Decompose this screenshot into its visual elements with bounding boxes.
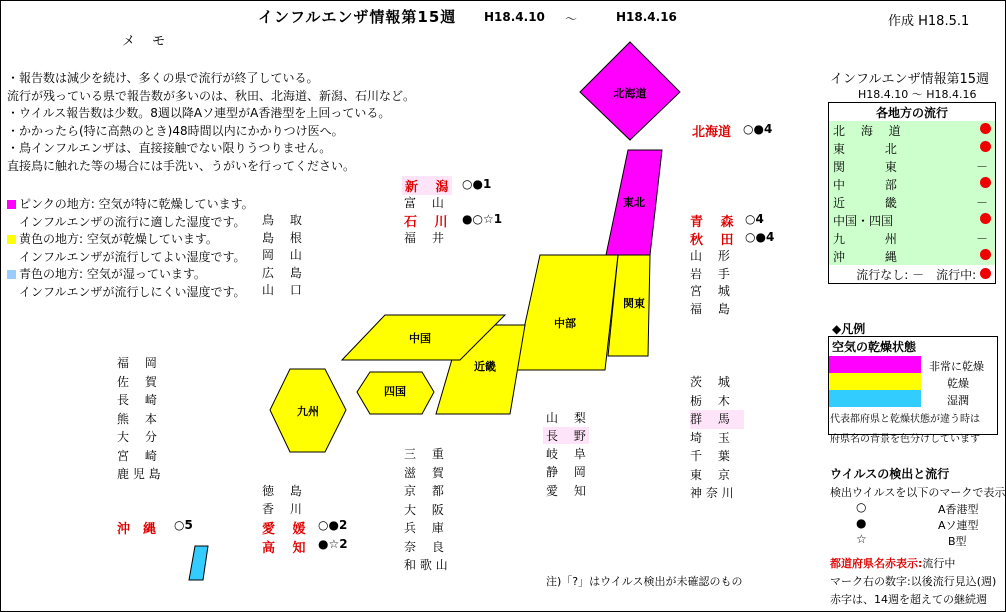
pref-kochi: 高 知 — [262, 541, 306, 556]
okinawa-marks: ○5 — [174, 518, 193, 532]
pref-ishikawa: 石 川 — [404, 215, 448, 230]
region-status: － — [975, 159, 988, 174]
map-label-hokkaido: 北海道 — [613, 87, 647, 100]
region-name: 近 畿 — [833, 195, 897, 210]
symbol-b: ☆ — [856, 532, 867, 546]
created-date: 作成 H18.5.1 — [888, 14, 970, 29]
pref-name: 佐 賀 — [117, 374, 157, 389]
pref-name: 熊 本 — [117, 411, 157, 426]
pref-name: 広 島 — [262, 265, 302, 280]
region-name: 中 部 — [833, 177, 897, 192]
pref-niigata: 新 潟 — [402, 176, 452, 195]
page-title: インフルエンザ情報第15週 — [258, 8, 457, 26]
region-table-footer: 流行なし: － 流行中: — [856, 267, 980, 282]
pref-name: 鳥 取 — [262, 213, 302, 227]
blue-legend: 青色の地方: 空気が湿っています。 — [19, 267, 206, 281]
pref-name: 山 口 — [262, 283, 302, 297]
pref-name: 栃 木 — [690, 393, 730, 408]
pref-name: 宮 崎 — [117, 448, 157, 463]
region-table-header: 各地方の流行 — [829, 103, 996, 122]
map-label-chubu: 中部 — [554, 317, 576, 330]
pref-name: 東 京 — [690, 467, 730, 482]
a-hongkong-label: A香港型 — [938, 503, 979, 516]
pref-name: 滋 賀 — [404, 465, 444, 480]
ishikawa-marks: ●○☆1 — [462, 212, 503, 226]
blue-legend-sub: インフルエンザが流行しにくい湿度です。 — [19, 284, 246, 299]
pref-name: 鹿 児 島 — [117, 467, 161, 481]
pref-name: 福 島 — [690, 301, 730, 316]
red-name-note — [830, 555, 955, 571]
tohoku-pref-list — [690, 248, 730, 318]
note-line: 直接鳥に触れた等の場合には手洗い、うがいを行ってください。 — [7, 158, 356, 173]
pref-name: 兵 庫 — [404, 521, 444, 535]
table-row — [829, 193, 996, 211]
pref-shizuoka: 静 岡 — [546, 465, 586, 479]
pink-legend-sub: インフルエンザの流行に適した湿度です。 — [19, 214, 246, 229]
region-name: 九 州 — [833, 231, 897, 246]
very-dry-swatch — [829, 356, 921, 373]
b-label: B型 — [948, 535, 967, 548]
table-row — [829, 175, 996, 193]
symbol-a-hongkong: ○ — [856, 500, 867, 514]
note-line: ・ウイルス報告数は少数。8週以降Aソ連型がA香港型を上回っている。 — [7, 106, 391, 120]
pref-name: 京 都 — [404, 484, 444, 498]
region-name: 北 海 道 — [833, 123, 901, 138]
right-dates: H18.4.10 ～ H18.4.16 — [858, 88, 977, 101]
pref-name: 大 分 — [117, 430, 157, 444]
akita-marks: ○●4 — [745, 230, 775, 244]
pref-name: 和 歌 山 — [404, 558, 448, 572]
pref-aomori: 青 森 — [690, 215, 734, 230]
map-label-tohoku: 東北 — [623, 196, 645, 209]
aomori-marks: ○4 — [745, 212, 764, 226]
pref-gifu: 岐 阜 — [546, 447, 586, 461]
date-from: H18.4.10 — [484, 10, 545, 24]
epidemic-dot — [980, 213, 991, 224]
note-line: 流行が残っている県で報告数が多いのは、秋田、北海道、新潟、石川など。 — [7, 88, 416, 103]
humid-label: 湿潤 — [947, 394, 969, 407]
dry-swatch — [829, 373, 921, 390]
right-title: インフルエンザ情報第15週 — [830, 72, 990, 87]
pref-name: 岡 山 — [262, 248, 302, 262]
ehime-marks: ○●2 — [318, 518, 348, 532]
pink-legend: ピンクの地方: 空気が特に乾燥しています。 — [19, 197, 254, 211]
pref-name: 奈 良 — [404, 539, 444, 554]
kyushu-pref-list — [117, 354, 161, 484]
map-label-kyushu: 九州 — [297, 405, 319, 418]
dryness-legend-title: 空気の乾燥状態 — [832, 340, 917, 354]
dry-label: 乾燥 — [947, 377, 969, 390]
pref-ehime: 愛 媛 — [262, 522, 306, 537]
virus-title: ウイルスの検出と流行 — [830, 467, 950, 481]
pref-name: 宮 城 — [690, 284, 730, 298]
pref-name: 島 根 — [262, 230, 302, 245]
map-label-chugoku: 中国 — [409, 332, 431, 345]
red-number-note: 赤字は、14週を超えての継続週 — [830, 593, 987, 606]
legend-note-line: 代表都府県と乾燥状態が違う時は — [830, 414, 980, 425]
pref-name: 神 奈 川 — [690, 486, 734, 500]
epidemic-dot — [980, 123, 991, 134]
table-row — [829, 121, 996, 139]
legend-note — [830, 410, 980, 450]
pref-name: 三 重 — [404, 447, 444, 461]
legend-note-line: 府県名の背景を色分けしています — [830, 434, 980, 445]
date-tilde: ～ — [565, 12, 578, 26]
pref-aichi: 愛 知 — [546, 484, 586, 498]
pref-name: 山 形 — [690, 249, 730, 263]
kochi-marks: ●☆2 — [318, 537, 348, 551]
yellow-legend: 黄色の地方: 空気が乾燥しています。 — [19, 232, 218, 246]
yellow-legend-sub: インフルエンザが流行してよい湿度です。 — [19, 249, 246, 264]
map-label-shikoku: 四国 — [384, 385, 406, 398]
table-row — [829, 211, 996, 229]
pref-name: 埼 玉 — [690, 430, 730, 445]
pref-akita: 秋 田 — [690, 233, 734, 248]
humid-swatch — [829, 390, 921, 407]
footnote: 注)「?」はウイルス検出が未確認のもの — [546, 575, 743, 588]
epidemic-dot — [980, 249, 991, 260]
legend-title: ◆凡例 — [832, 322, 866, 336]
pref-hokkaido: 北海道 — [692, 125, 732, 140]
note-line: ・鳥インフルエンザは、直接接触でない限りうつりません。 — [7, 141, 332, 155]
region-name: 沖 縄 — [833, 249, 897, 264]
pref-name: 茨 城 — [690, 375, 730, 389]
pref-fukui: 福 井 — [404, 231, 444, 245]
pref-toyama: 富 山 — [404, 196, 444, 210]
map-okinawa — [189, 546, 208, 580]
pref-nagano: 長 野 — [543, 427, 589, 444]
table-row — [829, 229, 996, 247]
niigata-marks: ○●1 — [462, 177, 492, 191]
memo-label: メ モ — [122, 34, 166, 49]
map-label-kanto: 関東 — [623, 297, 645, 310]
pref-okinawa: 沖 縄 — [117, 522, 157, 537]
region-name: 中国・四国 — [833, 213, 894, 228]
region-status: － — [975, 195, 988, 210]
hokkaido-marks: ○●4 — [743, 122, 773, 136]
table-row — [829, 247, 996, 265]
pref-name: 福 岡 — [117, 356, 157, 370]
number-note: マーク右の数字:以後流行見込(週) — [830, 575, 997, 588]
pref-name: 群 馬 — [690, 410, 744, 429]
note-line: ・報告数は減少を続け、多くの県で流行が終了している。 — [7, 71, 319, 85]
region-name: 東 北 — [833, 141, 897, 156]
symbol-a-ussr: ● — [856, 516, 867, 530]
pref-name: 大 阪 — [404, 502, 444, 517]
very-dry-label: 非常に乾燥 — [929, 360, 984, 373]
note-line: ・かかったら(特に高熱のとき)48時間以内にかかりつけ医へ。 — [7, 123, 344, 138]
epidemic-dot — [980, 268, 991, 279]
pref-yamanashi: 山 梨 — [546, 411, 586, 425]
region-name: 関 東 — [833, 159, 897, 174]
map-label-kinki: 近畿 — [474, 360, 496, 373]
map-chubu — [515, 255, 618, 370]
epidemic-dot — [980, 141, 991, 152]
pref-name: 岩 手 — [690, 266, 730, 281]
red-name-label: 都道府県名赤表示: — [830, 557, 923, 570]
pref-name: 千 葉 — [690, 449, 730, 463]
kanto-pref-list — [690, 373, 744, 503]
region-status: － — [975, 231, 988, 246]
table-row — [829, 139, 996, 157]
a-ussr-label: Aソ連型 — [938, 519, 979, 532]
red-name-desc: 流行中 — [922, 557, 956, 570]
virus-desc: 検出ウイルスを以下のマークで表示 — [830, 486, 1006, 499]
table-row — [829, 157, 996, 175]
pref-kagawa: 香 川 — [262, 502, 302, 516]
region-status-table — [828, 102, 996, 284]
pref-tokushima: 徳 島 — [262, 484, 302, 498]
date-to: H18.4.16 — [616, 10, 677, 24]
epidemic-dot — [980, 177, 991, 188]
pref-name: 長 崎 — [117, 393, 157, 407]
kinki-pref-list — [404, 445, 448, 575]
